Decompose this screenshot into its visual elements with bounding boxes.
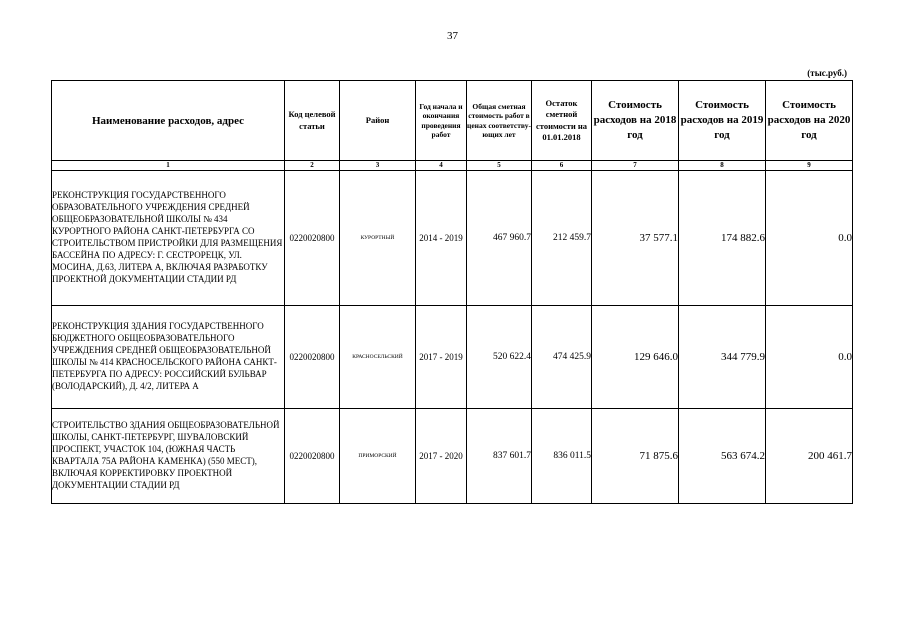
- row-code: 0220020800: [285, 171, 340, 306]
- row-years: 2017 - 2020: [416, 409, 467, 504]
- page-number: 37: [447, 30, 458, 42]
- row-code: 0220020800: [285, 306, 340, 409]
- column-number: 9: [766, 161, 853, 171]
- row-name: СТРОИТЕЛЬСТВО ЗДАНИЯ ОБЩЕОБРАЗОВАТЕЛЬНОЙ ШКОЛЫ, САНКТ-ПЕТЕРБУРГ, ШУВАЛОВСКИЙ ПРОСПЕКТ, УЧАСТОК 104, (ЮЖНАЯ ЧАСТЬ КВАРТАЛА 75А РАЙОНА КАМЕНКА) (550 МЕСТ), ВКЛЮЧАЯ КОРРЕКТИРОВКУ ПРОЕКТНОЙ ДОКУМЕНТАЦИИ СТАДИИ РД: [52, 409, 285, 504]
- row-cost-2018: 129 646.0: [592, 306, 679, 409]
- row-name: РЕКОНСТРУКЦИЯ ЗДАНИЯ ГОСУДАРСТВЕННОГО БЮДЖЕТНОГО ОБЩЕОБРАЗОВАТЕЛЬНОГО УЧРЕЖДЕНИЯ СРЕДНЕЙ ОБЩЕОБРАЗОВАТЕЛЬНОЙ ШКОЛЫ № 414 КРАСНОСЕЛЬСКОГО РАЙОНА САНКТ-ПЕТЕРБУРГА ПО АДРЕСУ: РОССИЙСКИЙ БУЛЬВАР (ВОЛОДАРСКИЙ), Д. 4/2, ЛИТЕРА А: [52, 306, 285, 409]
- row-years: 2014 - 2019: [416, 171, 467, 306]
- header-remainder: Остаток сметной стоимости на 01.01.2018: [532, 81, 592, 161]
- row-remainder: 474 425.9: [532, 306, 592, 409]
- row-cost-2019: 563 674.2: [679, 409, 766, 504]
- table-header-row: [52, 81, 853, 161]
- row-district: КРАСНОСЕЛЬСКИЙ: [340, 306, 416, 409]
- header-cost-2019: Стоимость расходов на 2019 год: [679, 81, 766, 161]
- column-number: 8: [679, 161, 766, 171]
- row-cost-2019: 344 779.9: [679, 306, 766, 409]
- row-cost-2020: 0.0: [766, 306, 853, 409]
- column-number: 2: [285, 161, 340, 171]
- header-cost-2018: Стоимость расходов на 2018 год: [592, 81, 679, 161]
- row-cost-2020: 0.0: [766, 171, 853, 306]
- table-row: [52, 306, 853, 409]
- column-number: 5: [467, 161, 532, 171]
- row-remainder: 836 011.5: [532, 409, 592, 504]
- column-number: 1: [52, 161, 285, 171]
- row-cost-2020: 200 461.7: [766, 409, 853, 504]
- row-name: РЕКОНСТРУКЦИЯ ГОСУДАРСТВЕННОГО ОБРАЗОВАТЕЛЬНОГО УЧРЕЖДЕНИЯ СРЕДНЕЙ ОБЩЕОБРАЗОВАТЕЛЬНОЙ ШКОЛЫ № 434 КУРОРТНОГО РАЙОНА САНКТ-ПЕТЕРБУРГА СО СТРОИТЕЛЬСТВОМ ПРИСТРОЙКИ ДЛЯ РАЗМЕЩЕНИЯ БАССЕЙНА ПО АДРЕСУ: Г. СЕСТРОРЕЦК, УЛ. МОСИНА, Д.63, ЛИТЕРА А, ВКЛЮЧАЯ РАЗРАБОТКУ ПРОЕКТНОЙ ДОКУМЕНТАЦИИ СТАДИИ РД: [52, 171, 285, 306]
- row-district: КУРОРТНЫЙ: [340, 171, 416, 306]
- row-cost-2018: 71 875.6: [592, 409, 679, 504]
- row-district: ПРИМОРСКИЙ: [340, 409, 416, 504]
- units-label: (тыс.руб.): [807, 68, 847, 78]
- column-number-row: [52, 161, 853, 171]
- budget-table: [51, 80, 853, 504]
- column-number: 6: [532, 161, 592, 171]
- header-district: Район: [340, 81, 416, 161]
- row-total-cost: 520 622.4: [467, 306, 532, 409]
- row-total-cost: 467 960.7: [467, 171, 532, 306]
- row-cost-2018: 37 577.1: [592, 171, 679, 306]
- column-number: 4: [416, 161, 467, 171]
- table-row: [52, 409, 853, 504]
- row-code: 0220020800: [285, 409, 340, 504]
- table-row: [52, 171, 853, 306]
- header-total-cost: Общая сметная стоимость работ в ценах соответству-ющих лет: [467, 81, 532, 161]
- row-years: 2017 - 2019: [416, 306, 467, 409]
- header-code: Код целевой статьи: [285, 81, 340, 161]
- row-cost-2019: 174 882.6: [679, 171, 766, 306]
- column-number: 3: [340, 161, 416, 171]
- row-remainder: 212 459.7: [532, 171, 592, 306]
- column-number: 7: [592, 161, 679, 171]
- header-name: Наименование расходов, адрес: [52, 81, 285, 161]
- row-total-cost: 837 601.7: [467, 409, 532, 504]
- header-years: Год начала и окончания проведения работ: [416, 81, 467, 161]
- header-cost-2020: Стоимость расходов на 2020 год: [766, 81, 853, 161]
